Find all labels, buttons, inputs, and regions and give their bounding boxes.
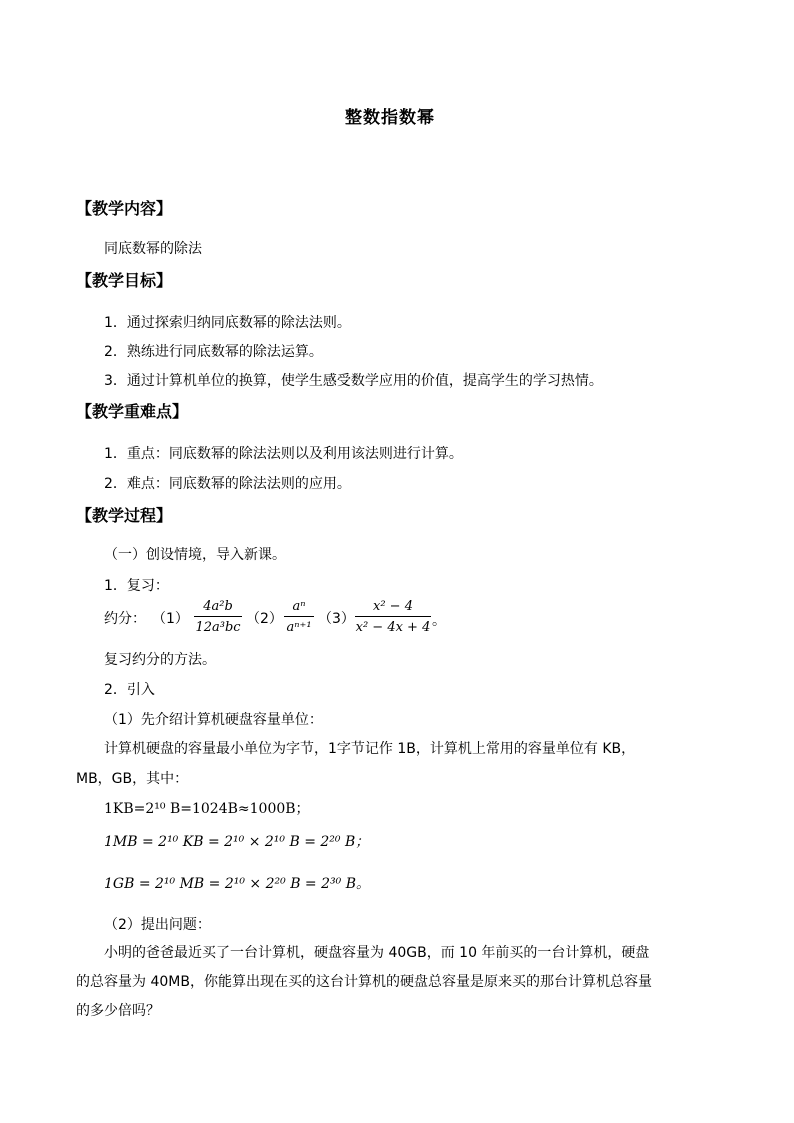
fraction-2-denominator: aⁿ⁺¹	[286, 620, 312, 635]
simplify-label: 约分：	[104, 611, 146, 627]
process-step-1: （一）创设情境，导入新课。	[104, 547, 286, 563]
fraction-2-bar	[284, 616, 314, 617]
fraction-3-denominator: x² − 4x + 4	[355, 620, 431, 635]
question-line-3: 的多少倍吗？	[76, 1003, 160, 1019]
simplify-number-3: （3）	[318, 611, 355, 627]
fraction-3-numerator: x² − 4	[373, 599, 413, 614]
fraction-3	[355, 600, 431, 634]
fraction-2	[284, 600, 314, 634]
simplify-number-1: （1）	[152, 611, 189, 627]
section-heading-goals: 【教学目标】	[76, 271, 173, 290]
fraction-1	[194, 600, 242, 634]
fraction-3-bar	[355, 616, 431, 617]
content-text: 同底数幂的除法	[104, 241, 202, 257]
review-label: 1．复习：	[104, 578, 169, 594]
question-line-1: 小明的爸爸最近买了一台计算机，硬盘容量为 40GB，而 10 年前买的一台计算机，硬盘	[104, 945, 650, 961]
intro-label: 2．引入	[104, 682, 155, 698]
intro-step-1: （1）先介绍计算机硬盘容量单位：	[104, 712, 323, 728]
equation-2: 1MB = 2¹⁰ KB = 2¹⁰ × 2¹⁰ B = 2²⁰ B；	[104, 834, 370, 850]
question-line-2: 的总容量为 40MB，你能算出现在买的这台计算机的硬盘总容量是原来买的那台计算机总容量	[76, 974, 652, 990]
keypoint-item: 2．难点：同底数幂的除法法则的应用。	[104, 476, 351, 492]
section-heading-process: 【教学过程】	[76, 506, 173, 525]
goal-item: 1．通过探索归纳同底数幂的除法法则。	[104, 315, 351, 331]
goal-item: 3．通过计算机单位的换算，使学生感受数学应用的价值，提高学生的学习热情。	[104, 373, 603, 389]
paragraph-1-line-2: MB，GB，其中：	[76, 771, 189, 787]
fraction-1-denominator: 12a³bc	[195, 620, 241, 635]
simplify-number-2: （2）	[246, 611, 283, 627]
fraction-1-bar	[194, 616, 242, 617]
equation-1: 1KB=2¹⁰ B=1024B≈1000B；	[104, 801, 310, 817]
document-title: 整数指数幂	[345, 108, 435, 128]
fraction-1-numerator: 4a²b	[203, 599, 233, 614]
section-heading-content: 【教学内容】	[76, 199, 173, 218]
equation-3: 1GB = 2¹⁰ MB = 2¹⁰ × 2²⁰ B = 2³⁰ B。	[104, 876, 370, 892]
paragraph-1-line-1: 计算机硬盘的容量最小单位为字节，1字节记作 1B，计算机上常用的容量单位有 KB，	[104, 741, 636, 757]
keypoint-item: 1．重点：同底数幂的除法法则以及利用该法则进行计算。	[104, 446, 463, 462]
intro-step-2: （2）提出问题：	[104, 917, 211, 933]
fraction-2-numerator: aⁿ	[292, 599, 306, 614]
goal-item: 2．熟练进行同底数幂的除法运算。	[104, 344, 323, 360]
simplify-end: 。	[432, 613, 446, 629]
section-heading-keypoints: 【教学重难点】	[76, 402, 189, 421]
review-method: 复习约分的方法。	[104, 652, 216, 668]
